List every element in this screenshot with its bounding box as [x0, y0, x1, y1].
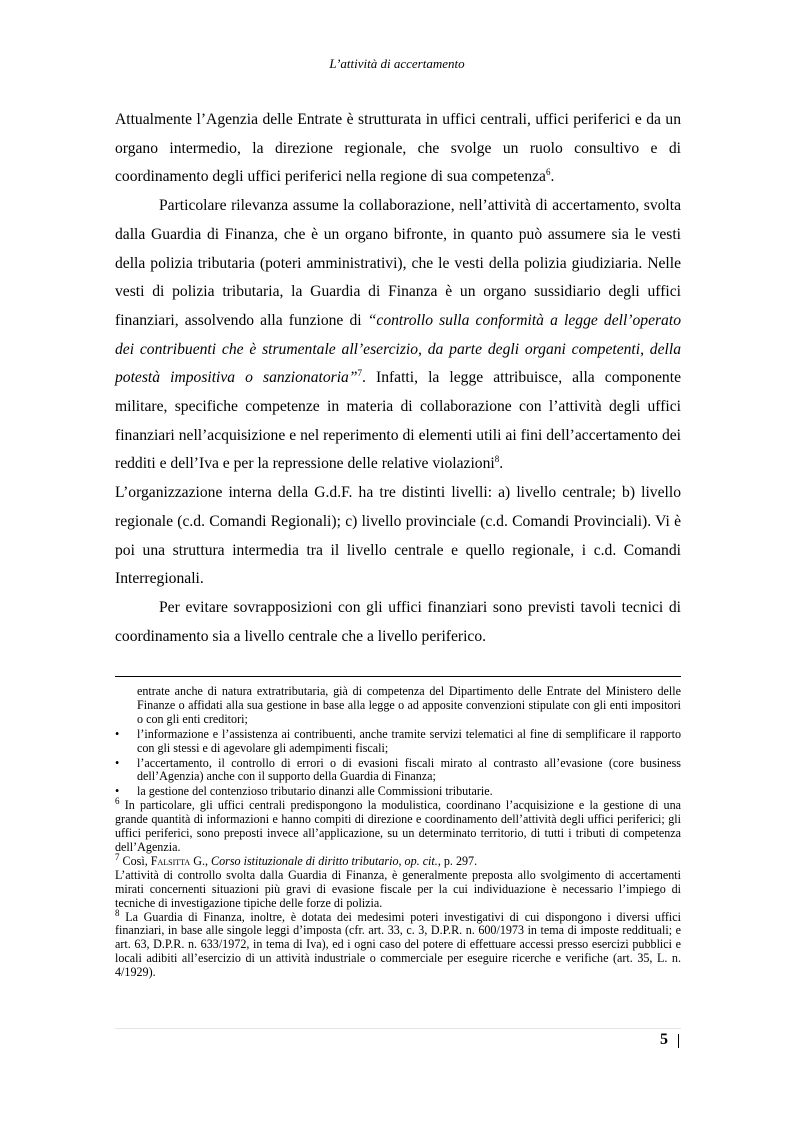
- footnote-bullet-text: l’accertamento, il controllo di errori o di evasioni fiscali mirato al contrasto all’evasione (core business dell’Agenzia) anche con il supporto della Guardia di Finanza;: [137, 755, 681, 784]
- footnote-bullet-2: [115, 757, 681, 785]
- main-text: [115, 106, 681, 651]
- footnote-7-author: Falsitta: [150, 853, 191, 868]
- footnote-ref-6: 6: [545, 167, 551, 178]
- footnotes: [115, 685, 681, 980]
- footnote-6-text: In particolare, gli uffici centrali predispongono la modulistica, coordinano l’acquisizione e la gestione di una grande quantità di informazioni e hanno compiti di direzione e coordinamento dell’attività degli uffici periferici; gli uffici periferici, sono preposti invece all’applicazione, su un determinato territorio, di tutti i tributi di competenza dell’Agenzia.: [115, 798, 681, 854]
- paragraph-2-text-b: . Infatti, la legge attribuisce, alla componente militare, specifiche competenze in materia di collaborazione con l’attività degli uffici finanziari nell’acquisizione e nel reperimento di elementi utili ai fini dell’accertamento dei redditi e dell’Iva e per la repressione delle relative violazioni: [115, 369, 681, 473]
- paragraph-2-quote: “controllo sulla conformità a legge dell’operato dei contribuenti che è strumentale all’esercizio, da parte degli organi competenti, della potestà impositiva o sanzionatoria”: [115, 311, 681, 387]
- paragraph-2: [115, 192, 681, 479]
- footnote-8-text: La Guardia di Finanza, inoltre, è dotata dei medesimi poteri investigativi di cui dispongono i diversi uffici finanziari, in base alle singole leggi d’imposta (cfr. art. 33, c. 3, D.P.R. n. 600/1973 in tema di imposte reddituali; e art. 63, D.P.R. n. 633/1972, in tema di Iva), ed i ogni caso del potere di effettuare accessi presso esercizi pubblici e locali adibiti all’esercizio di un attività industriale o commerciale per eseguire ricerche e verifiche (art. 35, L. n. 4/1929).: [115, 909, 681, 980]
- footnote-7-paragraph: L’attività di controllo svolta dalla Guardia di Finanza, è generalmente preposta allo svolgimento di accertamenti mirati concernenti situazioni più gravi di evasione fiscale per la cui individuazione è necessario l’impiego di tecniche di investigazione tipiche delle forze di polizia.: [115, 867, 681, 910]
- page-footer-rule: [115, 1028, 681, 1029]
- footnote-ref-7: 7: [357, 368, 363, 379]
- paragraph-2-end: .: [499, 455, 504, 473]
- footnote-number-6: 6: [115, 796, 120, 807]
- paragraph-4: Per evitare sovrapposizioni con gli uffici finanziari sono previsti tavoli tecnici di coordinamento sia a livello centrale che a livello periferico.: [115, 598, 681, 645]
- paragraph-1-text: Attualmente l’Agenzia delle Entrate è strutturata in uffici centrali, uffici periferici e da un organo intermedio, la direzione regionale, che svolge un ruolo consultivo e di coordinamento degli uffici periferici nella regione di sua competenza: [115, 111, 681, 186]
- footnote-7-separator: ,: [398, 853, 405, 868]
- footnote-number-8: 8: [115, 907, 120, 918]
- page-number-bar: [678, 1034, 679, 1048]
- paragraph-3: L’organizzazione interna della G.d.F. ha tre distinti livelli: a) livello centrale; b) livello regionale (c.d. Comandi Regionali); c) livello provinciale (c.d. Comandi Provinciali). Vi è poi una struttura intermedia tra il livello centrale e quello regionale, i c.d. Comandi Interregionali.: [115, 484, 681, 588]
- bullet-marker: •: [115, 755, 120, 770]
- paragraph-2-text-a: Particolare rilevanza assume la collaborazione, nell’attività di accertamento, svolta dalla Guardia di Finanza, che è un organo bifronte, in quanto può assumere sia le vesti della polizia tributaria (poteri amministrativi), che le vesti della polizia giudiziaria. Nelle vesti di polizia tributaria, la Guardia di Finanza è un organo sussidiario degli uffici finanziari, assolvendo alla funzione di: [115, 197, 681, 329]
- bullet-marker: •: [115, 784, 120, 799]
- footnote-7: [115, 851, 681, 869]
- running-header: L’attività di accertamento: [329, 56, 465, 71]
- footnote-bullet-3: [115, 785, 681, 799]
- footnote-number-7: 7: [115, 851, 120, 862]
- footnote-bullet-text: l’informazione e l’assistenza ai contribuenti, anche tramite servizi telematici al fine di semplificare il rapporto con gli stessi e di agevolare gli adempimenti fiscali;: [137, 726, 681, 755]
- paragraph-1: [115, 106, 681, 192]
- paragraph-1-end: .: [550, 168, 555, 186]
- footnote-7-opcit: op. cit.: [404, 853, 438, 868]
- footnote-continuation: entrate anche di natura extratributaria, già di competenza del Dipartimento delle Entrate del Ministero delle Finanze o affidati alla sua gestione in base alla legge o ad apposite convenzioni stipulate con gli enti impositori o con gli enti creditori;: [137, 684, 681, 726]
- footnote-7-author-initial: G.,: [190, 853, 212, 868]
- footnote-ref-8: 8: [494, 454, 500, 465]
- footnote-7-prefix: Così,: [119, 853, 151, 868]
- footnote-bullet-1: [115, 728, 681, 756]
- footnote-6: [115, 796, 681, 855]
- footnote-bullet-text: la gestione del contenzioso tributario dinanzi alle Commissioni tributarie.: [137, 784, 493, 799]
- footnote-separator: [115, 676, 681, 677]
- footnote-7-page: , p. 297.: [437, 853, 478, 868]
- footnote-8: [115, 907, 681, 981]
- page-number: 5: [660, 1031, 668, 1048]
- footnote-7-work: Corso istituzionale di diritto tributario: [211, 853, 399, 868]
- bullet-marker: •: [115, 726, 120, 741]
